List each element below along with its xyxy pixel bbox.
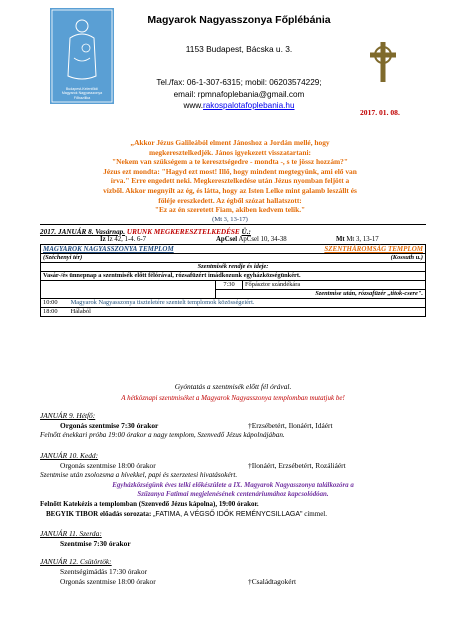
website-line (124, 100, 354, 112)
tuesday-lecture (46, 510, 327, 520)
quote-reference: (Mt 3, 13-17) (212, 215, 248, 223)
rosary-exchange: Szentmise után, rózsafüzér „titok-csere". (216, 290, 426, 299)
rosary-note: Vasár-/és ünnepnap a szentmisék előtt félórával, rózsafüzért imádkozunk egyházközségünkért. (41, 272, 426, 281)
tuesday-event-2: Szűzanya Fatimai megjelenésének centenáriumához kapcsolódóan. (137, 491, 329, 498)
table-row (41, 290, 426, 299)
quote-line: "Nekem van szükségem a te keresztségedre - mondta -, s te jössz hozzám?" (112, 157, 348, 167)
street-right: (Kossuth u.) (243, 254, 426, 263)
tuesday-mass: Orgonás szentmise 18:00 órakor (60, 461, 156, 470)
logo-text-line: Budapest-Kelenföldi (65, 86, 99, 91)
mass-intention: Főpásztor szándékára (243, 281, 426, 290)
church-right-name: SZENTHÁROMSÁG TEMPLOM (243, 245, 426, 254)
parish-address: 1153 Budapest, Bácska u. 3. (185, 44, 293, 54)
wednesday-mass: Szentmise 7:30 órakor (60, 539, 131, 548)
tuesday-event-1: Egyházközségünk éves telki előkészülete a IX. Magyarok Nagyasszonya találkozóra a (112, 482, 354, 489)
sunday-heading (40, 228, 251, 236)
contact-block (124, 77, 354, 112)
tuesday-note: Szentmise után zsolozsma a hívekkel, papi és szerzetesi hivatásokért. (40, 471, 238, 479)
mass-time: 18:00 (43, 308, 58, 315)
lecture-suffix: címmel. (302, 510, 327, 518)
day-heading-tuesday: JANUÁR 10. Kedd: (40, 451, 99, 460)
mass-intention: Magyarok Nagyasszonya tiszteletére szentelt templomok közösségeiért. (70, 299, 255, 306)
quote-line: „Akkor Jézus Galileából elment Jánoshoz a Jordán mellé, hogy (130, 138, 330, 147)
monday-mass: Orgonás szentmise 7:30 órakor (60, 421, 159, 430)
order-header: Szentmisék rendje és ideje: (41, 263, 426, 272)
thursday-mass: Orgonás szentmise 18:00 órakor (60, 577, 156, 586)
logo-text-line: Magyarok Nagyasszonya (61, 91, 103, 96)
table-row (41, 308, 426, 317)
parish-logo (50, 8, 114, 104)
mass-time: 10:00 (43, 299, 58, 306)
monday-note: Felnőtt énekkari próba 19:00 órakor a nagy templom, Szenvedő Jézus kápolnájában. (40, 431, 285, 439)
quote-line: írva." Erre engedett neki. Megkeresztelkedése után Jézus nyomban feljött a (110, 176, 350, 186)
reading-1: Iz Iz 42, 1-4. 6-7 (100, 236, 147, 243)
table-row (41, 254, 426, 263)
street-left: (Széchenyi tér) (41, 254, 243, 263)
day-heading-thursday: JANUÁR 12. Csütörtök: (40, 557, 112, 566)
monday-intention: †Erzsébetért, Ilonáért, Idáért (248, 421, 333, 430)
mass-intention: Hálaból (70, 308, 91, 315)
mass-time: 7:30 (216, 281, 243, 290)
table-row (41, 299, 426, 308)
table-row (41, 245, 426, 254)
table-row (41, 263, 426, 272)
day-heading-monday: JANUÁR 9. Hétfő: (40, 411, 96, 420)
gospel-quote (40, 138, 420, 224)
thursday-adoration: Szentségimádás 17:30 órakor (60, 567, 148, 576)
weekday-note: A hétköznapi szentmiséket a Magyarok Nagyasszonya templomban mutatjuk be! (121, 394, 345, 402)
thursday-intention: †Családtagokért (248, 577, 297, 586)
reading-2: ApCsel ApCsel 10, 34-38 (216, 236, 287, 243)
tuesday-catechesis: Felnőtt Katekézis a templomban (Szenvedő Jézus kápolna), 19:00 órakor. (40, 500, 259, 508)
sunday-cycle: Ü.: (241, 228, 251, 236)
bulletin-date: 2017. 01. 08. (360, 108, 400, 117)
email-line: email: rpmnafoplebania@gmail.com (173, 89, 305, 99)
parish-title: Magyarok Nagyasszonya Főplébánia (147, 14, 331, 26)
quote-line: vízből. Akkor megnyílt az ég, és látta, hogy az Isten Lelke mint galamb leszállt és (103, 185, 357, 195)
lecture-prefix: BEGYIK TIBOR előadás sorozata: (46, 510, 154, 518)
mass-schedule-table (40, 244, 426, 317)
sunday-feast: URUNK MEGKERESZTELKEDÉSE (126, 228, 240, 236)
logo-text-line: Főbazilika (73, 95, 91, 100)
confession-note: Gyóntatás a szentmisék előtt fél órával. (174, 382, 292, 391)
celtic-cross-icon (368, 40, 398, 89)
website-link[interactable]: rakospalotafoplebania.hu (203, 101, 295, 110)
gospel-reading: Mt Mt 3, 13-17 (336, 236, 379, 243)
quote-line: föléje ereszkedett. Az égből szózat hallatszott: (158, 195, 302, 205)
sunday-date: 2017. JANUÁR 8. Vasárnap. (40, 228, 126, 236)
table-row (41, 272, 426, 281)
table-row (41, 281, 426, 290)
quote-line: "Ez az én szeretett Fiam, akiben kedvem telik." (154, 205, 306, 215)
phone-line: Tel./fax: 06-1-307-6315; mobil: 06203574229; (156, 78, 322, 87)
lecture-title: „FATIMA, A VÉGSŐ IDŐK REMÉNYCSILLAGA" (153, 511, 303, 518)
quote-line: megkeresztelkedjék. János igyekezett visszatartani: (148, 147, 311, 157)
church-left-name: MAGYAROK NAGYASSZONYA TEMPLOM (41, 245, 243, 254)
section-divider (40, 224, 426, 225)
quote-line: Jézus ezt mondta: "Hagyd ezt most! Illő, hogy mindent megtegyünk, ami elő van (103, 166, 357, 176)
tuesday-intention: †Ilonáért, Erzsébetért, Rozáliáért (248, 461, 346, 470)
day-heading-wednesday: JANUÁR 11. Szerda: (40, 529, 102, 538)
website-prefix: www. (183, 101, 204, 110)
